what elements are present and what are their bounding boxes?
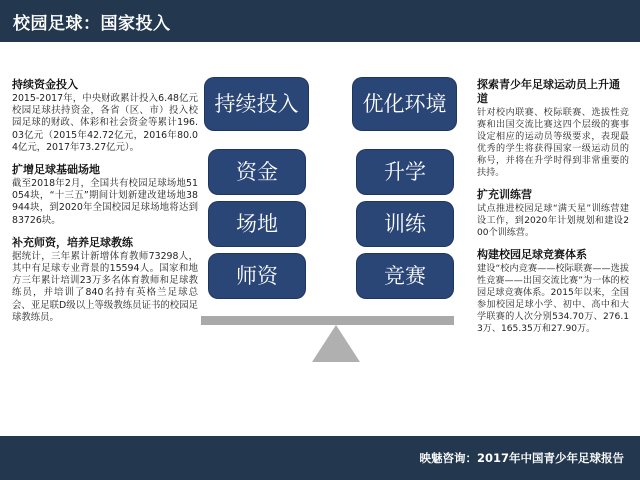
scale-beam (201, 316, 454, 325)
section-title: 补充师资，培养足球教练 (12, 235, 133, 249)
source-note: 映魅咨询：2017年中国青少年足球报告 (419, 451, 624, 465)
page-title: 校园足球：国家投入 (13, 14, 171, 34)
scale-box-teachers: 师资 (209, 254, 305, 298)
scale-box-optimize-environment: 优化环境 (353, 78, 456, 130)
scale-box-fields: 场地 (209, 202, 305, 246)
section-body: 据统计，三年累计新增体育教师73298人，其中有足球专业背景的15594人。国家和地方三年累计培训23万多名体育教师和足球教练员，并培训了840名持有英格兰足球总会、亚足联D级以上等级教练员证书的校园足球教练员。 (12, 250, 198, 323)
scale-box-promotion: 升学 (357, 150, 453, 194)
section-title: 扩充训练营 (477, 188, 532, 201)
section-body: 针对校内联赛、校际联赛、选拔性竞赛和出国交流比赛这四个层级的赛事设定相应的运动员等级要求，表现最优秀的学生将获得国家一级运动员的称号，并将在升学时得到非常重要的扶持。 (477, 108, 629, 178)
section-teachers (12, 236, 198, 324)
scale-box-continuous-investment: 持续投入 (205, 78, 308, 130)
section-competition-system (477, 248, 629, 335)
section-fields (12, 163, 198, 227)
left-column (12, 78, 198, 333)
right-column (477, 78, 629, 344)
section-title: 持续资金投入 (12, 78, 78, 91)
section-title: 扩增足球基础场地 (12, 163, 100, 177)
section-body: 建设“校内竞赛——校际联赛——选拔性竞赛——出国交流比赛”为一体的校园足球竞赛体系。2015年以来，全国参加校园足球小学、初中、高中和大学联赛的人次分别534.70万、276.13万、165.35万和27.90万。 (477, 264, 629, 334)
scale-box-training: 训练 (357, 202, 453, 246)
section-title: 构建校园足球竞赛体系 (477, 248, 587, 261)
footer-bar (0, 436, 640, 480)
section-title: 探索青少年足球运动员上升通道 (477, 78, 620, 105)
section-body: 2015-2017年，中央财政累计投入6.48亿元校园足球扶持资金，各省（区、市）投入校园足球的财政、体彩和社会资金等累计196.03亿元（2015年42.72亿元，2016年80.04亿元，2017年73.27亿元）。 (12, 93, 198, 153)
section-body: 试点推进校园足球“满天星”训练营建设工作，到2020年计划规划和建设200个训练营。 (477, 204, 629, 238)
section-funding (12, 78, 198, 154)
section-body: 截至2018年2月，全国共有校园足球场地51054块，“十三五”期间计划新建改建场地38944块，到2020年全国校园足球场地将达到83726块。 (12, 178, 198, 226)
header-bar (0, 0, 640, 42)
scale-box-funding: 资金 (209, 150, 305, 194)
section-training-camps (477, 188, 629, 239)
scale-box-competition: 竞赛 (357, 254, 453, 298)
scale-fulcrum (312, 325, 360, 362)
section-promotion-path (477, 78, 629, 179)
